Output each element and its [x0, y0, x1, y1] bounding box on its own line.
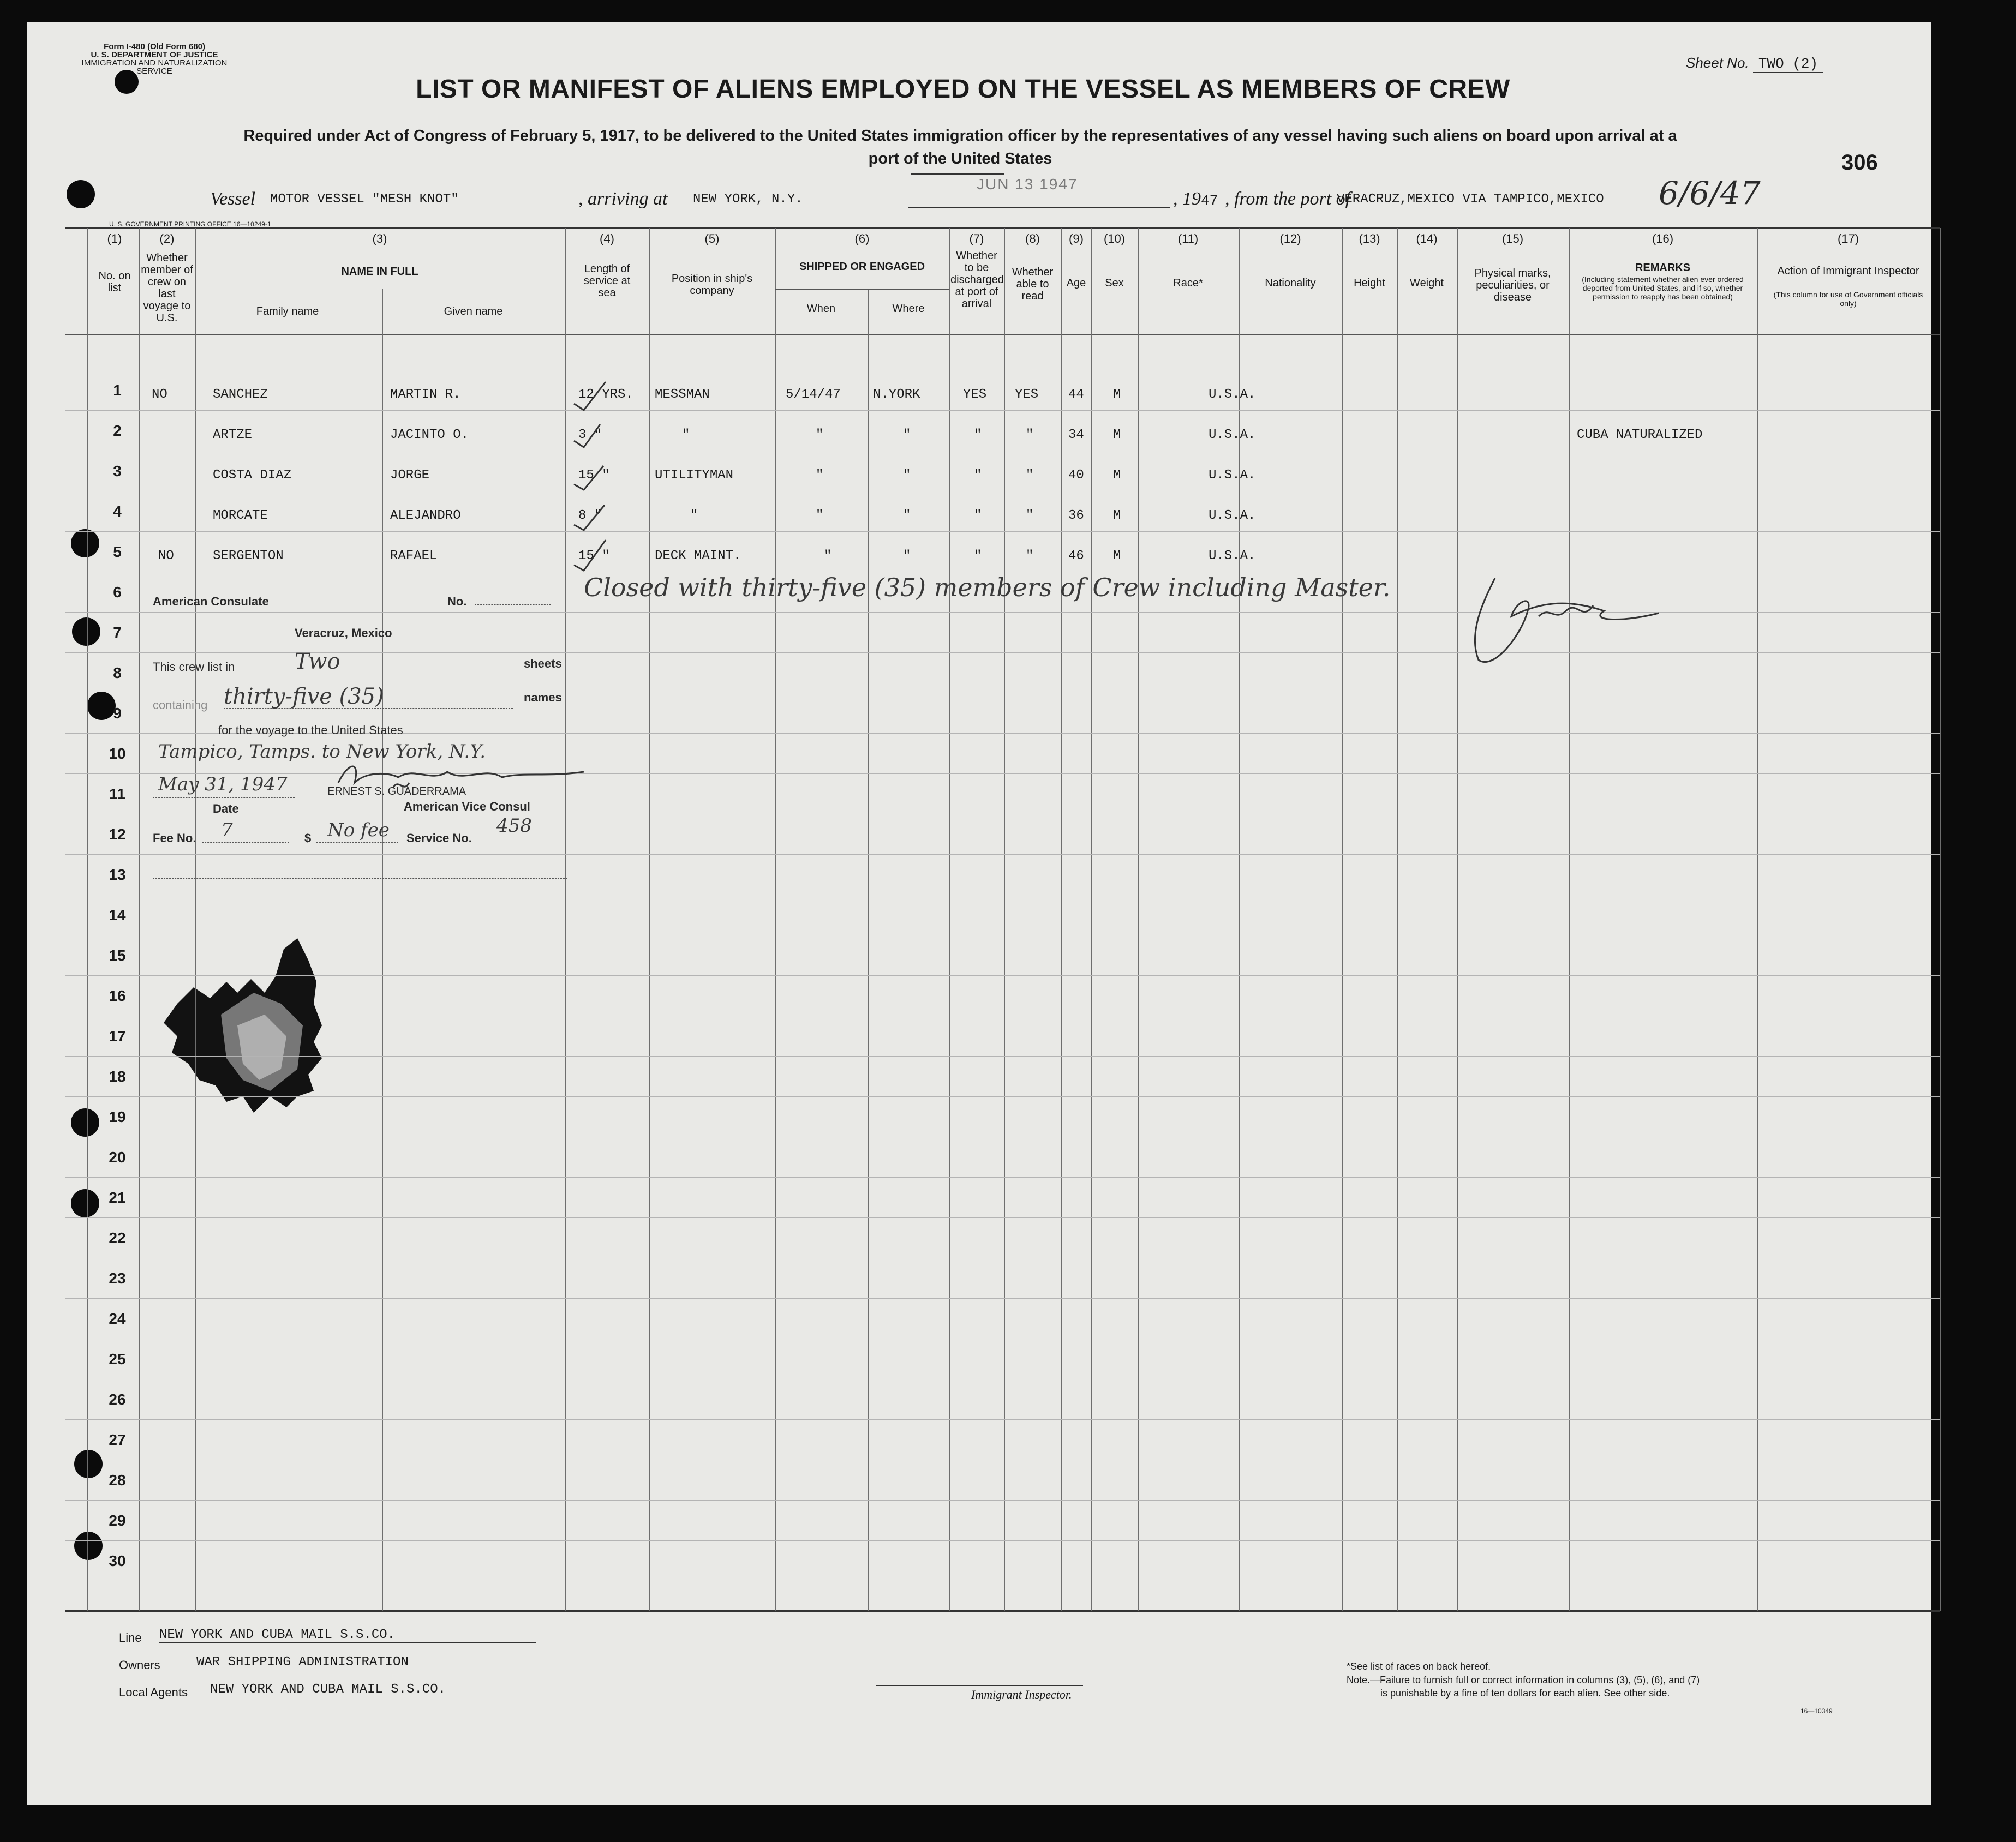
row-number: 21	[109, 1189, 126, 1206]
discharge-cell: "	[974, 508, 982, 523]
row-number: 16	[109, 987, 126, 1004]
from-port: VERACRUZ,MEXICO VIA TAMPICO,MEXICO	[1337, 192, 1648, 207]
subtitle-line2: port of the United States	[868, 150, 1052, 167]
discharge-cell: YES	[963, 387, 987, 402]
col-num-11: (11)	[1177, 232, 1199, 245]
sheet-number-label: Sheet No.	[1686, 55, 1749, 71]
row-number: 25	[109, 1351, 126, 1367]
row-number: 20	[109, 1149, 126, 1166]
immigrant-inspector-label: Immigrant Inspector.	[971, 1688, 1072, 1701]
col-num-7: (7)	[969, 232, 984, 245]
containing-label: containing	[153, 698, 208, 712]
col-head-remarks-note: (Including statement whether alien ever ordered deported from United States, and if so, whether permission to reapply has been obtained)	[1582, 275, 1744, 301]
fee-dollar-label: $	[304, 831, 312, 845]
where-cell: "	[903, 428, 911, 442]
row-number: 6	[113, 584, 122, 601]
table-bottom-rule	[65, 1610, 1940, 1612]
when-cell: 5/14/47	[786, 387, 841, 402]
sheets-label: sheets	[524, 657, 562, 670]
col-head-given-name: Given name	[444, 305, 503, 317]
row-number: 10	[109, 745, 126, 762]
col-head-weight: Weight	[1410, 277, 1444, 289]
arrival-date-underline	[908, 207, 1170, 208]
service-cell: 3 "	[578, 428, 602, 442]
service-cell: 15 "	[578, 549, 610, 563]
vessel-name: MOTOR VESSEL "MESH KNOT"	[270, 192, 576, 207]
punch-hole	[71, 1189, 99, 1217]
penalty-note-1: Note.—Failure to furnish full or correct information in columns (3), (5), (6), and (7)	[1347, 1675, 1700, 1685]
consulate-no-label: No.	[447, 595, 467, 608]
position-cell: UTILITYMAN	[655, 468, 734, 483]
date-stamp: JUN 13 1947	[977, 176, 1078, 193]
row-number: 2	[113, 422, 122, 439]
col-head-shipped-engaged: SHIPPED OR ENGAGED	[799, 261, 925, 273]
names-label: names	[524, 691, 562, 704]
voyage-label: for the voyage to the United States	[218, 723, 403, 737]
last-voyage-cell: NO	[158, 549, 174, 563]
embossed-seal-icon	[134, 916, 374, 1124]
check-marks-icon	[567, 376, 633, 573]
family-name-cell: SERGENTON	[213, 549, 284, 563]
given-name-cell: MARTIN R.	[390, 387, 461, 402]
col-num-12: (12)	[1279, 232, 1301, 245]
age-cell: 44	[1068, 387, 1084, 402]
col-head-remarks: REMARKS	[1635, 262, 1691, 274]
col-num-9: (9)	[1069, 232, 1084, 245]
service-number: 458	[496, 815, 532, 837]
punch-hole	[74, 1450, 103, 1478]
row-number: 27	[109, 1431, 126, 1448]
fee-amount: No fee	[327, 819, 390, 841]
when-cell: "	[816, 508, 824, 523]
row-number: 12	[109, 826, 126, 843]
printing-office-label: U. S. GOVERNMENT PRINTING OFFICE 16—10249-1	[109, 220, 271, 228]
col-head-last-voyage: Whether member of crew on last voyage to U.S.	[141, 252, 193, 324]
col-num-5: (5)	[704, 232, 720, 245]
row-number: 13	[109, 866, 126, 883]
sex-cell: M	[1113, 549, 1121, 563]
given-name-cell: ALEJANDRO	[390, 508, 461, 523]
age-cell: 46	[1068, 549, 1084, 563]
race-note: *See list of races on back hereof.	[1347, 1661, 1491, 1672]
date-label: Date	[213, 802, 239, 815]
when-cell: "	[824, 549, 832, 563]
year-prefix: , 19	[1173, 189, 1201, 209]
col-num-4: (4)	[600, 232, 614, 245]
row-number: 30	[109, 1552, 126, 1569]
row-number: 24	[109, 1310, 126, 1327]
row-number: 19	[109, 1108, 126, 1125]
col-num-16: (16)	[1652, 232, 1674, 245]
service-label: IMMIGRATION AND NATURALIZATION SERVICE	[81, 58, 228, 76]
family-name-cell: ARTZE	[213, 428, 253, 442]
row-number: 14	[109, 907, 126, 923]
col-head-inspector-action: Action of Immigrant Inspector	[1777, 265, 1919, 277]
service-no-label: Service No.	[406, 831, 472, 845]
given-name-cell: RAFAEL	[390, 549, 438, 563]
table-top-rule	[65, 227, 1940, 229]
row-number: 11	[109, 785, 125, 802]
col-num-8: (8)	[1025, 232, 1040, 245]
read-cell: "	[1026, 508, 1034, 523]
row-number: 23	[109, 1270, 126, 1287]
col-head-age: Age	[1066, 277, 1086, 289]
col-head-height: Height	[1354, 277, 1385, 289]
row-number: 22	[109, 1229, 126, 1246]
consul-name: ERNEST S. GUADERRAMA	[327, 785, 466, 797]
row-number: 8	[113, 664, 122, 681]
row-number: 29	[109, 1512, 126, 1529]
form-code: 16—10349	[1800, 1707, 1833, 1715]
col-head-no-on-list: No. on list	[98, 270, 131, 294]
crew-list-label: This crew list in	[153, 660, 235, 674]
consulate-place: Veracruz, Mexico	[295, 626, 392, 640]
family-name-cell: MORCATE	[213, 508, 268, 523]
sex-cell: M	[1113, 508, 1121, 523]
col-head-position: Position in ship's company	[671, 273, 753, 297]
penalty-note-2: is punishable by a fine of ten dollars for each alien. See other side.	[1380, 1688, 1670, 1699]
sheets-count: Two	[295, 649, 340, 674]
nationality-cell: U.S.A.	[1209, 387, 1256, 402]
col-head-family-name: Family name	[256, 305, 319, 317]
owners-value: WAR SHIPPING ADMINISTRATION	[196, 1655, 536, 1670]
age-cell: 34	[1068, 428, 1084, 442]
col-head-inspector-note: (This column for use of Government officials only)	[1773, 290, 1923, 308]
punch-hole	[67, 180, 95, 208]
row-number: 18	[109, 1068, 126, 1085]
line-value: NEW YORK AND CUBA MAIL S.S.CO.	[159, 1628, 536, 1643]
title-rule	[911, 173, 1004, 175]
read-cell: "	[1026, 549, 1034, 563]
from-label: , from the port of	[1225, 189, 1351, 209]
given-name-cell: JACINTO O.	[390, 428, 469, 442]
voyage-route: Tampico, Tamps. to New York, N.Y.	[158, 741, 486, 763]
read-cell: "	[1026, 468, 1034, 483]
col-head-physical-marks: Physical marks, peculiarities, or disease	[1474, 267, 1551, 303]
subtitle-line1: Required under Act of Congress of February 5, 1917, to be delivered to the United States immigration officer by the representatives of any vessel having such aliens on board upon arrival at a	[243, 127, 1677, 145]
col-num-10: (10)	[1103, 232, 1126, 245]
form-number: Form I-480 (Old Form 680)	[104, 42, 205, 51]
sex-cell: M	[1113, 468, 1121, 483]
col-head-nationality: Nationality	[1265, 277, 1316, 289]
where-cell: "	[903, 549, 911, 563]
punch-hole	[71, 529, 99, 557]
col-head-shipped-where: Where	[892, 303, 925, 315]
read-cell: YES	[1015, 387, 1039, 402]
punch-hole	[74, 1532, 103, 1560]
col-head-sex: Sex	[1105, 277, 1124, 289]
family-name-cell: SANCHEZ	[213, 387, 268, 402]
col-num-17: (17)	[1837, 232, 1859, 245]
fee-no-label: Fee No.	[153, 831, 196, 845]
sex-cell: M	[1113, 428, 1121, 442]
row-number: 3	[113, 463, 122, 479]
arriving-port: NEW YORK, N.Y.	[687, 192, 900, 207]
service-cell: 8 "	[578, 508, 602, 523]
row-number: 17	[109, 1028, 126, 1045]
position-cell: DECK MAINT.	[655, 549, 741, 563]
col-head-length-service: Length of service at sea	[583, 263, 631, 299]
nationality-cell: U.S.A.	[1209, 468, 1256, 483]
service-cell: 12 YRS.	[578, 387, 633, 402]
row-number: 7	[113, 624, 122, 641]
col-head-able-to-read: Whether able to read	[1012, 266, 1054, 302]
sheet-number-value: TWO (2)	[1753, 56, 1823, 73]
consulate-label: American Consulate	[153, 595, 269, 608]
age-cell: 36	[1068, 508, 1084, 523]
col-head-discharged: Whether to be discharged at port of arrival	[950, 250, 1004, 310]
inspector-signature-icon	[1462, 567, 1670, 671]
page-title: LIST OR MANIFEST OF ALIENS EMPLOYED ON THE VESSEL AS MEMBERS OF CREW	[416, 75, 1510, 104]
given-name-cell: JORGE	[390, 468, 430, 483]
age-cell: 40	[1068, 468, 1084, 483]
col-head-race: Race*	[1173, 277, 1203, 289]
signature-date: May 31, 1947	[158, 773, 288, 795]
position-cell: "	[690, 508, 698, 523]
col-num-15: (15)	[1501, 232, 1524, 245]
row-number: 15	[109, 947, 126, 964]
where-cell: "	[903, 508, 911, 523]
row-number: 4	[113, 503, 122, 520]
owners-label: Owners	[119, 1658, 160, 1672]
fee-number: 7	[221, 819, 233, 841]
col-head-name-in-full: NAME IN FULL	[341, 266, 418, 278]
row-number: 5	[113, 543, 122, 560]
col-num-3: (3)	[372, 232, 387, 245]
discharge-cell: "	[974, 549, 982, 563]
discharge-cell: "	[974, 428, 982, 442]
punch-hole	[72, 617, 100, 646]
family-name-cell: COSTA DIAZ	[213, 468, 292, 483]
vessel-label: Vessel	[210, 189, 256, 209]
remarks-cell: CUBA NATURALIZED	[1577, 428, 1703, 442]
col-num-13: (13)	[1359, 232, 1380, 245]
service-cell: 15 "	[578, 468, 610, 483]
handwritten-date: 6/6/47	[1659, 175, 1761, 212]
page-number: 306	[1841, 151, 1878, 175]
row-number: 1	[113, 382, 122, 399]
row-number: 26	[109, 1391, 126, 1408]
sex-cell: M	[1113, 387, 1121, 402]
consul-title: American Vice Consul	[404, 800, 530, 813]
when-cell: "	[816, 468, 824, 483]
arriving-label: , arriving at	[578, 189, 668, 209]
where-cell: "	[903, 468, 911, 483]
col-num-6: (6)	[854, 232, 870, 245]
names-count: thirty-five (35)	[224, 684, 384, 709]
nationality-cell: U.S.A.	[1209, 428, 1256, 442]
table-header-rule	[65, 334, 1940, 335]
department-label: U. S. DEPARTMENT OF JUSTICE	[91, 50, 218, 59]
nationality-cell: U.S.A.	[1209, 508, 1256, 523]
row-number: 9	[113, 705, 122, 722]
where-cell: N.YORK	[873, 387, 920, 402]
punch-hole	[71, 1108, 99, 1137]
year-suffix: 47	[1201, 193, 1218, 209]
row-number: 28	[109, 1472, 126, 1489]
last-voyage-cell: NO	[152, 387, 167, 402]
inspector-signature-line	[876, 1685, 1083, 1686]
col-num-14: (14)	[1416, 232, 1438, 245]
line-label: Line	[119, 1631, 142, 1645]
local-agents-label: Local Agents	[119, 1685, 188, 1699]
position-cell: "	[682, 428, 690, 442]
shipped-subhead-rule	[775, 289, 949, 290]
position-cell: MESSMAN	[655, 387, 710, 402]
discharge-cell: "	[974, 468, 982, 483]
when-cell: "	[816, 428, 824, 442]
read-cell: "	[1026, 428, 1034, 442]
local-agents-value: NEW YORK AND CUBA MAIL S.S.CO.	[210, 1682, 536, 1697]
col-head-shipped-when: When	[806, 303, 836, 315]
nationality-cell: U.S.A.	[1209, 549, 1256, 563]
col-num-1: (1)	[107, 232, 122, 245]
col-num-2: (2)	[159, 232, 175, 245]
closing-note: Closed with thirty-five (35) members of Crew including Master.	[584, 573, 1391, 602]
